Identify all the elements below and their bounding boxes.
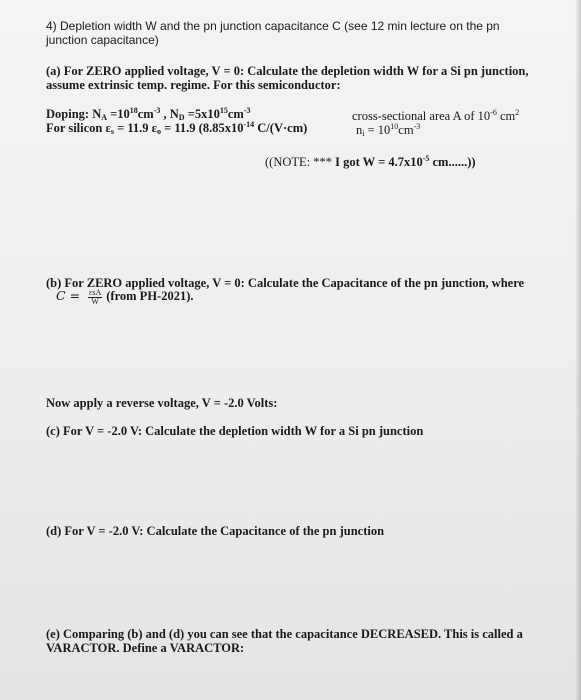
na-subscript: A — [101, 113, 107, 122]
doping-label: Doping: N — [46, 107, 102, 121]
ni-unit-exponent: -3 — [413, 122, 421, 131]
formula-note: (from PH-2021). — [106, 289, 194, 303]
note-suffix: cm......)) — [429, 155, 476, 169]
problem-title-line2: junction capacitance) — [46, 33, 159, 47]
silicon-eq1: = 11.9 ε — [113, 121, 157, 135]
formula-numerator: εsA — [89, 287, 102, 297]
silicon-eq2: = 11.9 (8.85x10 — [161, 121, 244, 135]
ni-exponent: 10 — [390, 122, 399, 131]
part-a-line1: (a) For ZERO applied voltage, V = 0: Calculate the depletion width W for a Si pn junction, — [46, 64, 529, 78]
doping-separator: , N — [160, 107, 179, 121]
part-c-line1: (c) For V = -2.0 V: Calculate the depletion width W for a Si pn junction — [46, 424, 424, 438]
ni-subscript: i — [362, 129, 365, 138]
note-body: I got W = 4.7x10 — [335, 155, 423, 169]
page-edge-shadow — [575, 0, 581, 700]
nd-exponent: 15 — [219, 106, 228, 115]
part-d-line1: (d) For V = -2.0 V: Calculate the Capacitance of the pn junction — [46, 524, 385, 538]
na-unit-exponent: -3 — [153, 106, 161, 115]
ni-unit: cm — [398, 123, 414, 137]
part-e-line1: (e) Comparing (b) and (d) you can see that the capacitance DECREASED. This is called a — [46, 627, 523, 641]
part-b-line1: (b) For ZERO applied voltage, V = 0: Calculate the Capacitance of the pn junction, where — [46, 276, 525, 290]
note-exponent: -5 — [422, 154, 430, 163]
silicon-exponent: -14 — [243, 120, 255, 129]
area-text: cross-sectional area A of 10 — [352, 109, 491, 123]
note-line — [265, 154, 476, 170]
nd-unit-exponent: -3 — [243, 106, 251, 115]
formula-denominator: W — [91, 296, 99, 306]
na-value: =10 — [107, 107, 130, 121]
reverse-voltage-intro: Now apply a reverse voltage, V = -2.0 Volts: — [46, 396, 278, 410]
area-unit: cm — [496, 109, 516, 123]
part-a-line2: assume extrinsic temp. regime. For this semiconductor: — [46, 78, 341, 92]
silicon-label: For silicon ε — [46, 121, 111, 135]
silicon-line — [46, 120, 307, 136]
silicon-unit: C/(V·cm) — [254, 121, 308, 135]
part-b-formula — [56, 288, 194, 306]
ni-label: n — [356, 123, 363, 137]
eps-subscript: s — [110, 127, 114, 136]
na-unit: cm — [137, 107, 154, 121]
ni-value: = 10 — [364, 123, 391, 137]
eps0-subscript: o — [157, 127, 161, 136]
area-unit-exponent: 2 — [515, 108, 520, 117]
nd-value: =5x10 — [184, 107, 220, 121]
na-exponent: 18 — [129, 106, 138, 115]
nd-unit: cm — [227, 107, 244, 121]
formula-lhs: C = — [56, 288, 84, 303]
nd-subscript: D — [178, 113, 185, 122]
formula-fraction — [88, 289, 102, 306]
area-exponent: -6 — [490, 108, 497, 117]
note-prefix: ((NOTE: *** — [265, 155, 336, 169]
problem-title-line1: 4) Depletion width W and the pn junction capacitance C (see 12 min lecture on the pn — [46, 19, 500, 33]
part-e-line2: VARACTOR. Define a VARACTOR: — [46, 641, 245, 655]
ni-line — [356, 122, 420, 138]
